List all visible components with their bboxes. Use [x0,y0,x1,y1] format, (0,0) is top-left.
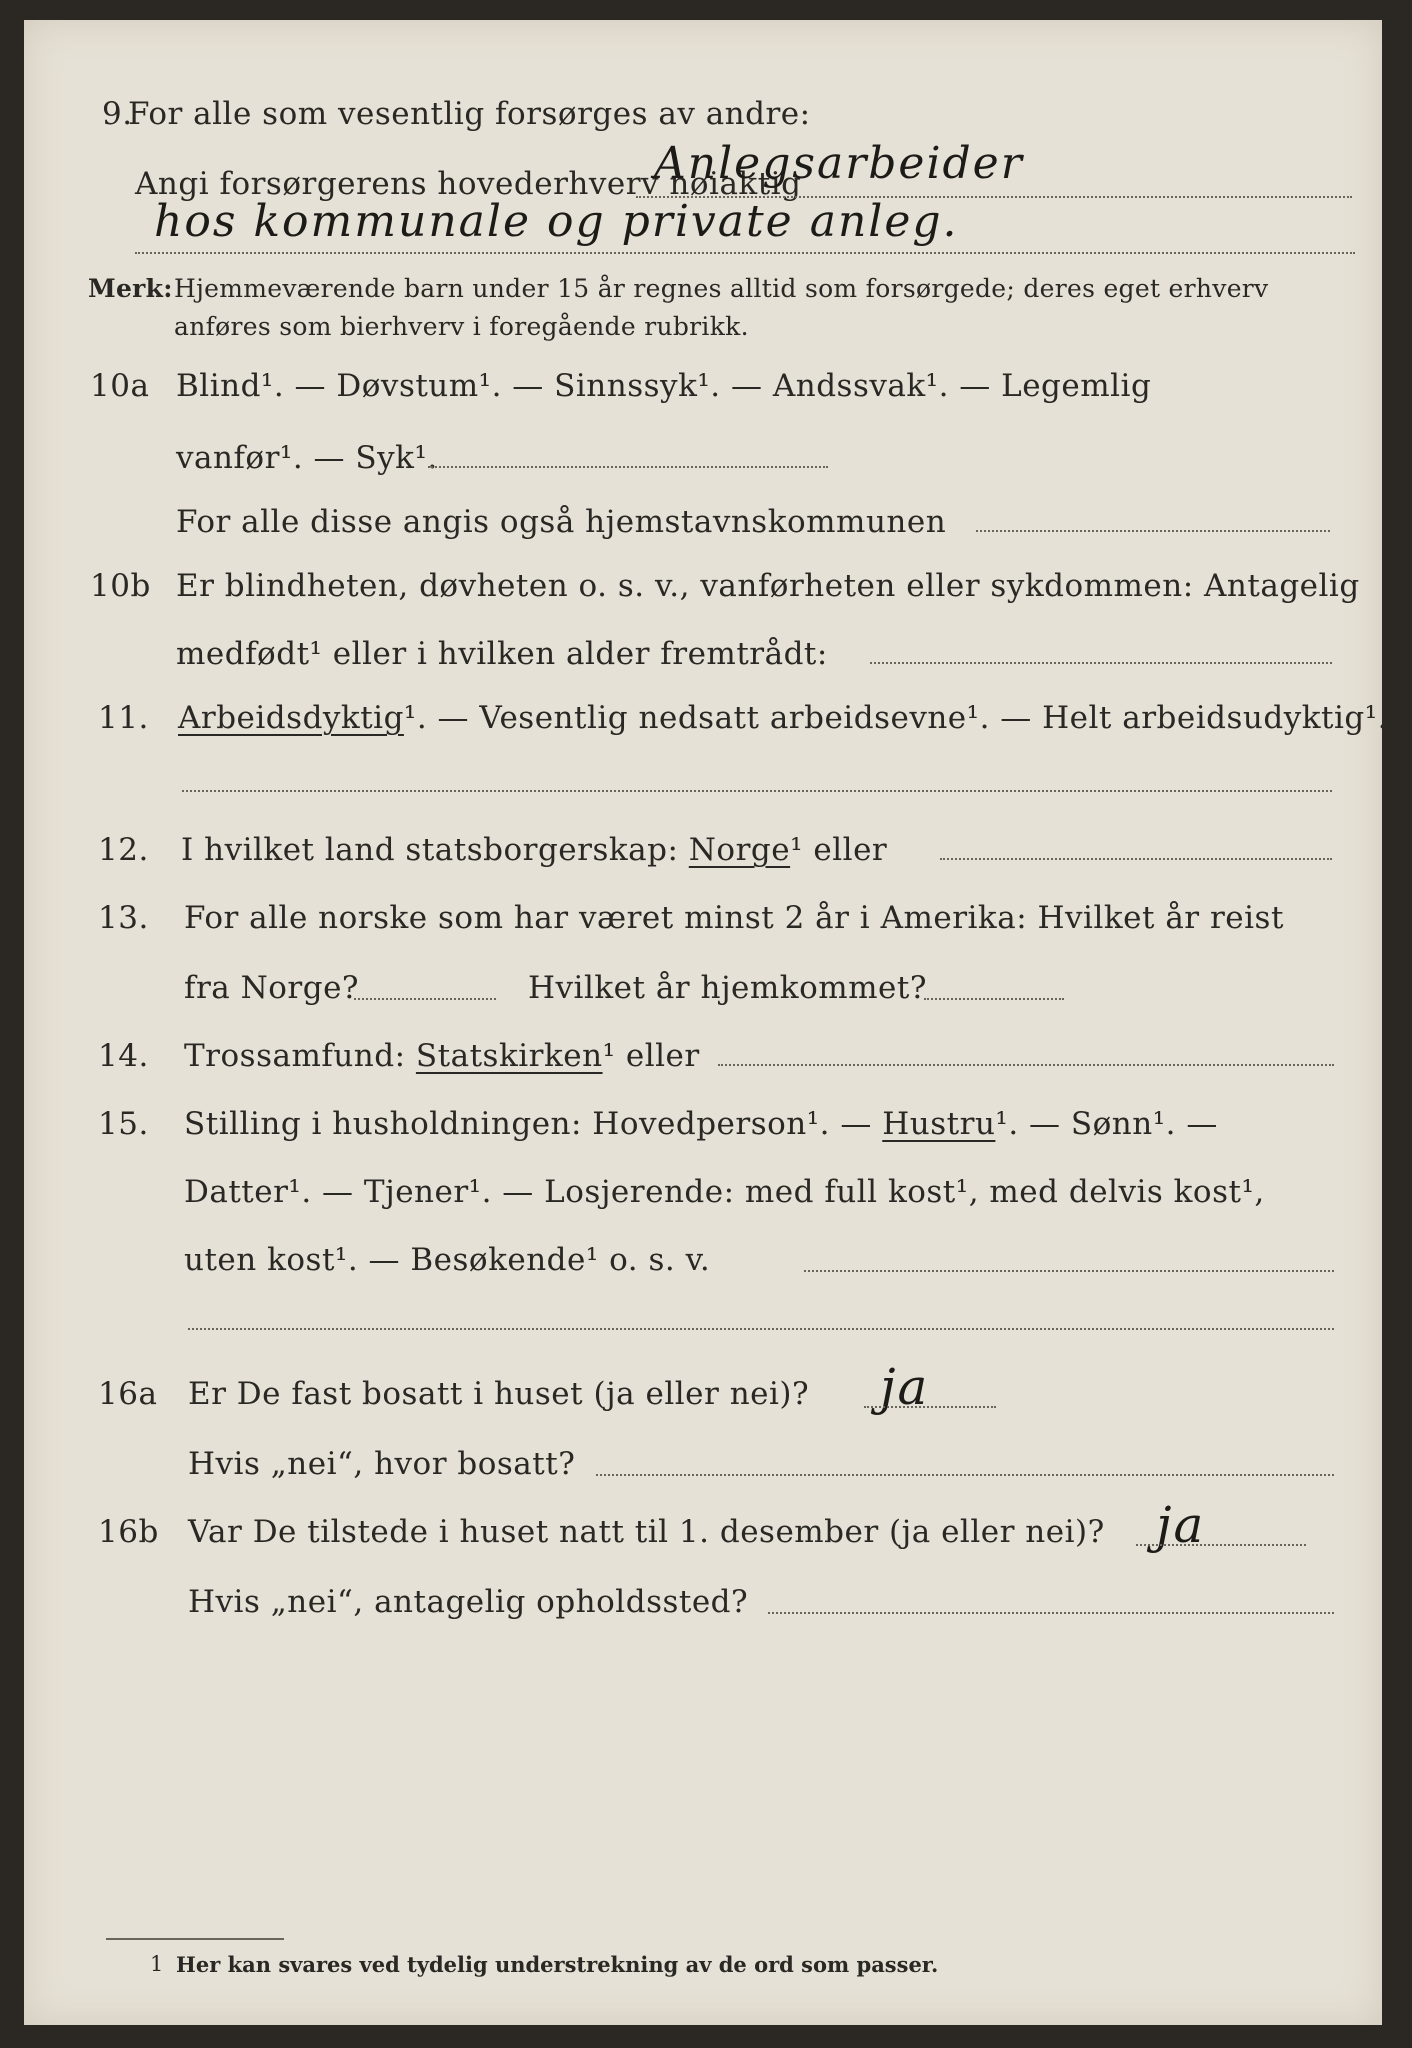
q15-option-hustru: Hustru [882,1106,996,1142]
q15-line-3: uten kost¹. — Besøkende¹ o. s. v. [184,1242,711,1278]
q10a-line-3: For alle disse angis også hjemstavnskommunen [176,504,947,540]
q16b-answer-handwriting: ja [1156,1496,1206,1554]
q16a-answer-handwriting: ja [880,1358,930,1416]
q15-line-1-suffix: ¹. — Sønn¹. — [995,1106,1218,1142]
footnote-mark: 1 [150,1952,164,1976]
q9-answer-handwriting-1: Anlegsarbeider [654,138,1024,189]
q16b-question: Var De tilstede i huset natt til 1. desember (ja eller nei)? [188,1514,1105,1550]
q14-number: 14. [98,1038,149,1074]
q13-line-1: For alle norske som har været minst 2 år i Amerika: Hvilket år reist [184,900,1284,936]
footnote-rule [106,1938,284,1940]
q15-answer-line-2 [188,1328,1334,1330]
q14-answer-line [718,1064,1334,1066]
q13-question-a: fra Norge? [184,970,360,1006]
q15-line-2: Datter¹. — Tjener¹. — Losjerende: med full kost¹, med delvis kost¹, [184,1174,1265,1210]
q14-prefix: Trossamfund: [184,1038,406,1074]
footnote-text: Her kan svares ved tydelig understrekning av de ord som passer. [176,1952,939,1977]
q12-prefix: I hvilket land statsborgerskap: [181,832,679,868]
merk-label: Merk: [88,274,173,303]
q13-question-b: Hvilket år hjemkommet? [528,970,927,1006]
q16b-number: 16b [98,1514,159,1550]
q9-answer-line-2 [135,252,1355,254]
q10b-number: 10b [90,568,151,604]
q11-option-arbeidsdyktig: Arbeidsdyktig [178,700,404,736]
merk-line-2: anføres som bierhverv i foregående rubrikk. [174,312,749,341]
q10a-line-2: vanfør¹. — Syk¹. [176,440,438,476]
q13-number: 13. [98,900,149,936]
q15-answer-line-1 [804,1270,1334,1272]
q15-number: 15. [98,1106,149,1142]
q11-number: 11. [98,700,149,736]
q10b-answer-line [870,662,1332,664]
q9-prompt: Angi forsørgerens hovederhverv nøiaktig [135,166,802,202]
q16a-number: 16a [98,1376,158,1412]
q12-number: 12. [98,832,149,868]
q11-options [178,700,1388,736]
q10a-number: 10a [90,368,150,404]
q16a-followup: Hvis „nei“, hvor bosatt? [188,1446,576,1482]
q9-number: 9. [102,96,133,132]
q16a-followup-line [596,1474,1334,1476]
q10a-line-1: Blind¹. — Døvstum¹. — Sinnssyk¹. — Andssvak¹. — Legemlig [176,368,1152,404]
q15-line-1 [184,1106,1218,1142]
q16a-question: Er De fast bosatt i huset (ja eller nei)? [188,1376,810,1412]
q12-answer-line [940,858,1332,860]
q10a-hjemstavn-line [976,530,1330,532]
q12-option-norge: Norge [688,832,791,868]
q10b-line-1: Er blindheten, døvheten o. s. v., vanførheten eller sykdommen: Antagelig [176,568,1360,604]
q14-suffix: ¹ eller [602,1038,700,1074]
q13-answer-line-b [924,998,1064,1000]
q9-title: For alle som vesentlig forsørges av andre: [128,96,811,132]
q15-line-1-prefix: Stilling i husholdningen: Hovedperson¹. — [184,1106,872,1142]
q12-question [181,832,887,868]
merk-line-1: Hjemmeværende barn under 15 år regnes alltid som forsørgede; deres eget erhverv [174,274,1269,303]
q11-answer-line [182,790,1332,792]
q16a-answer-line [864,1406,996,1408]
q14-question [184,1038,700,1074]
q14-option-statskirken: Statskirken [415,1038,603,1074]
q16b-followup-line [768,1612,1334,1614]
q10b-line-2: medfødt¹ eller i hvilken alder fremtrådt: [176,636,828,672]
q16b-answer-line [1136,1544,1306,1546]
q13-answer-line-a [354,998,496,1000]
q12-suffix: ¹ eller [790,832,888,868]
q11-options-rest: ¹. — Vesentlig nedsatt arbeidsevne¹. — Helt arbeidsudyktig¹. [403,700,1389,736]
q16b-followup: Hvis „nei“, antagelig opholdssted? [188,1584,749,1620]
q10a-syk-line [428,466,828,468]
q9-answer-handwriting-2: hos kommunale og private anleg. [154,196,959,247]
census-form-page [24,20,1389,2025]
